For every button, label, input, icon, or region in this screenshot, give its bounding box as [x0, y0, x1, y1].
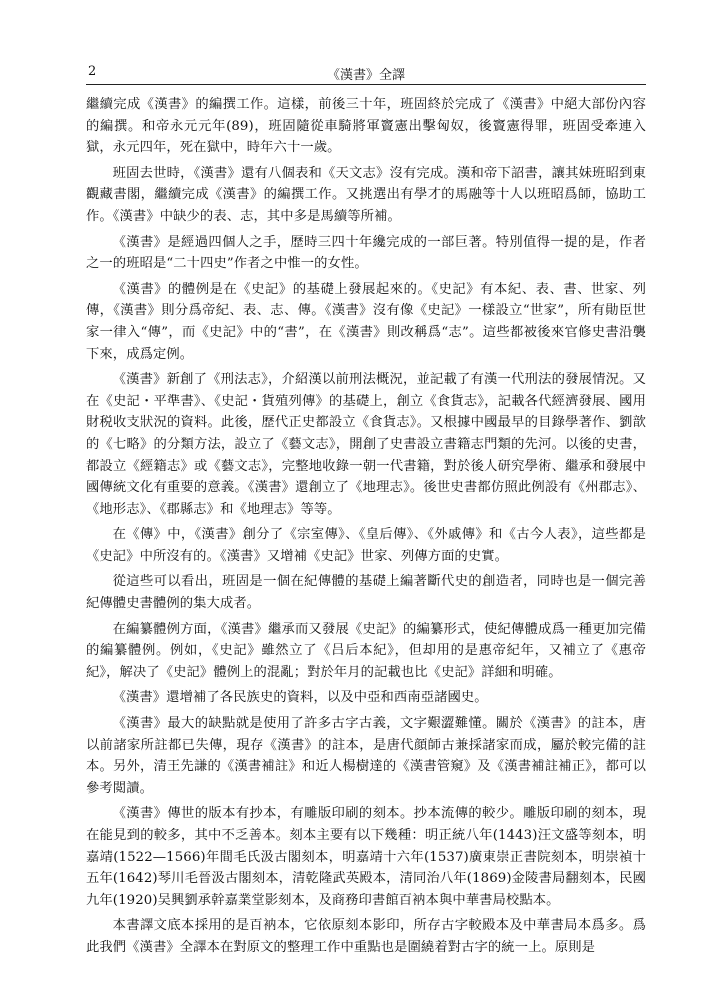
paragraph: 《漢書》的體例是在《史記》的基礎上發展起來的。《史記》有本紀、表、書、世家、列傳，《漢書》則分爲帝紀、表、志、傳。《漢書》沒有像《史記》一樣設立“世家”，所有勛臣世家一律入“傳”，而《史記》中的“書”，在《漢書》則改稱爲“志”。這些都被後來官修史書沿襲下來，成爲定例。 [86, 281, 646, 362]
paragraph: 在編纂體例方面，《漢書》繼承而又發展《史記》的編纂形式，使紀傳體成爲一種更加完備的編纂體例。例如，《史記》雖然立了《吕后本紀》，但却用的是惠帝紀年，又補立了《惠帝紀》，解决了《史記》體例上的混亂；對於年月的記載也比《史記》詳細和明確。 [86, 621, 646, 680]
paragraph: 《漢書》最大的缺點就是使用了許多古字古義，文字艱澀難懂。關於《漢書》的註本，唐以前諸家所註都已失傳，現存《漢書》的註本，是唐代顔師古兼採諸家而成，屬於較完備的註本。另外，清王先謙的《漢書補註》和近人楊樹達的《漢書管窺》及《漢書補註補正》，都可以參考閲讀。 [86, 716, 646, 796]
paragraph: 從這些可以看出，班固是一個在紀傳體的基礎上編著斷代史的創造者，同時也是一個完善紀傳體史書體例的集大成者。 [86, 574, 646, 612]
paragraph: 在《傳》中，《漢書》創分了《宗室傳》、《皇后傳》、《外戚傳》和《古今人表》，這些都是《史記》中所沒有的。《漢書》又增補《史記》世家、列傳方面的史實。 [86, 527, 646, 564]
body-text [86, 94, 646, 963]
paragraph: 《漢書》新創了《刑法志》，介紹漢以前刑法概況，並記載了有漢一代刑法的發展情況。又在《史記・平準書》、《史記・貨殖列傳》的基礎上，創立《食貨志》，記載各代經濟發展、國用財税收支狀況的資料。此後，歷代正史都設立《食貨志》。又根據中國最早的目錄學著作、劉歆的《七略》的分類方法，設立了《藝文志》，開創了史書設立書籍志門類的先河。以後的史書，都設立《經籍志》或《藝文志》，完整地收錄一朝一代書籍，對於後人研究學術、繼承和發展中國傳統文化有重要的意義。《漢書》還創立了《地理志》。後世史書都仿照此例設有《州郡志》、《地形志》、《郡縣志》和《地理志》等等。 [86, 372, 646, 517]
page-header [86, 60, 646, 85]
paragraph: 繼續完成《漢書》的編撰工作。這樣，前後三十年，班固終於完成了《漢書》中絕大部份內容的編撰。和帝永元元年(89)，班固隨從車騎將軍竇憲出擊匈奴，後竇憲得罪，班固受牽連入獄，永元四年，死在獄中，時年六十一歲。 [86, 97, 646, 156]
page-number: 2 [88, 64, 97, 79]
paragraph: 《漢書》是經過四個人之手，歷時三四十年纔完成的一部巨著。特別值得一提的是，作者之一的班昭是“二十四史”作者之中惟一的女性。 [86, 234, 646, 272]
paragraph: 本書譯文底本採用的是百衲本，它依原刻本影印，所存古字較殿本及中華書局本爲多。爲此我們《漢書》全譯本在對原文的整理工作中重點也是圍繞着對古字的統一上。原則是 [86, 918, 646, 955]
running-title: 《漢書》全譯 [326, 68, 405, 83]
paragraph: 班固去世時，《漢書》還有八個表和《天文志》沒有完成。漢和帝下詔書，讓其妹班昭到東觀藏書閣，繼續完成《漢書》的編撰工作。又挑選出有學才的馬融等十人以班昭爲師，協助工作。《漢書》中缺少的表、志，其中多是馬續等所補。 [86, 165, 646, 224]
paragraph: 《漢書》還增補了各民族史的資料，以及中亞和西南亞諸國史。 [112, 690, 488, 706]
paragraph: 《漢書》傳世的版本有抄本，有雕版印刷的刻本。抄本流傳的較少。雕版印刷的刻本，現在能見到的較多，其中不乏善本。刻本主要有以下幾種：明正統八年(1443)汪文盛等刻本，明嘉靖(1522—1566)年間毛氏汲古閣刻本，明嘉靖十六年(1537)廣東崇正書院刻本，明崇禎十五年(1642)琴川毛晉汲古閣刻本，清乾隆武英殿本，清同治八年(1869)金陵書局翻刻本，民國九年(1920)吴興劉承幹嘉業堂影刻本，及商務印書館百衲本與中華書局校點本。 [86, 806, 646, 908]
